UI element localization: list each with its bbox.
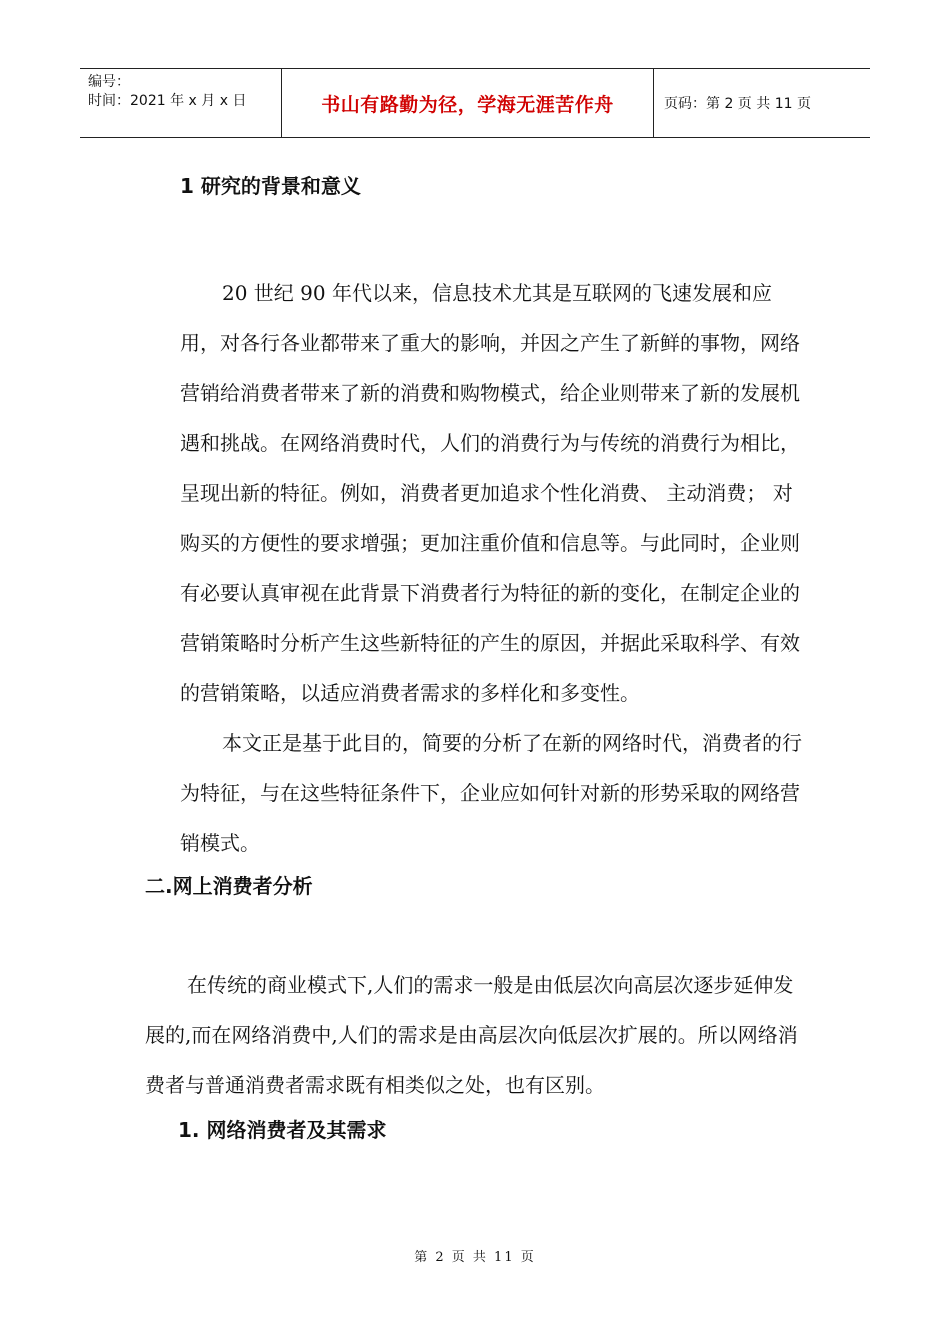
- subsection-heading-consumers: 1. 网络消费者及其需求: [178, 1118, 387, 1142]
- paragraph-consumer-needs: 在传统的商业模式下,人们的需求一般是由低层次向高层次逐步延伸发展的,而在网络消费中,人们的需求是由高层次向低层次扩展的。所以网络消费者与普通消费者需求既有相类似之处，也有区别。: [145, 973, 798, 1097]
- paragraph-purpose: 本文正是基于此目的，简要的分析了在新的网络时代，消费者的行为特征，与在这些特征条件下，企业应如何针对新的形势采取的网络营销模式。: [180, 731, 802, 855]
- paragraph-background: 20 世纪 90 年代以来，信息技术尤其是互联网的飞速发展和应用，对各行各业都带来了重大的影响，并因之产生了新鲜的事物，网络营销给消费者带来了新的消费和购物模式，给企业则带来了新的发展机遇和挑战。在网络消费时代，人们的消费行为与传统的消费行为相比，呈现出新的特征。例如，消费者更加追求个性化消费、 主动消费； 对购买的方便性的要求增强；更加注重价值和信息等。与此同时，企业则有必要认真审视在此背景下消费者行为特征的新的变化，在制定企业的营销策略时分析产生这些新特征的产生的原因，并据此采取科学、有效的营销策略，以适应消费者需求的多样化和多变性。: [180, 281, 800, 705]
- number-label: 编号：: [88, 74, 130, 90]
- time-label: 时间：2021 年 x 月 x 日: [88, 93, 247, 109]
- section-heading-consumer-analysis: 二.网上消费者分析: [145, 874, 313, 898]
- page-footer: 第 2 页 共 11 页: [414, 1250, 536, 1265]
- header-info-cell: [80, 69, 282, 137]
- document-body: [145, 160, 810, 1143]
- motto: 书山有路勤为径，学海无涯苦作舟: [282, 69, 654, 137]
- header-table: [80, 68, 870, 138]
- section-heading-background: 1 研究的背景和意义: [180, 174, 361, 198]
- page-label: 页码：第 2 页 共 11 页: [664, 96, 811, 112]
